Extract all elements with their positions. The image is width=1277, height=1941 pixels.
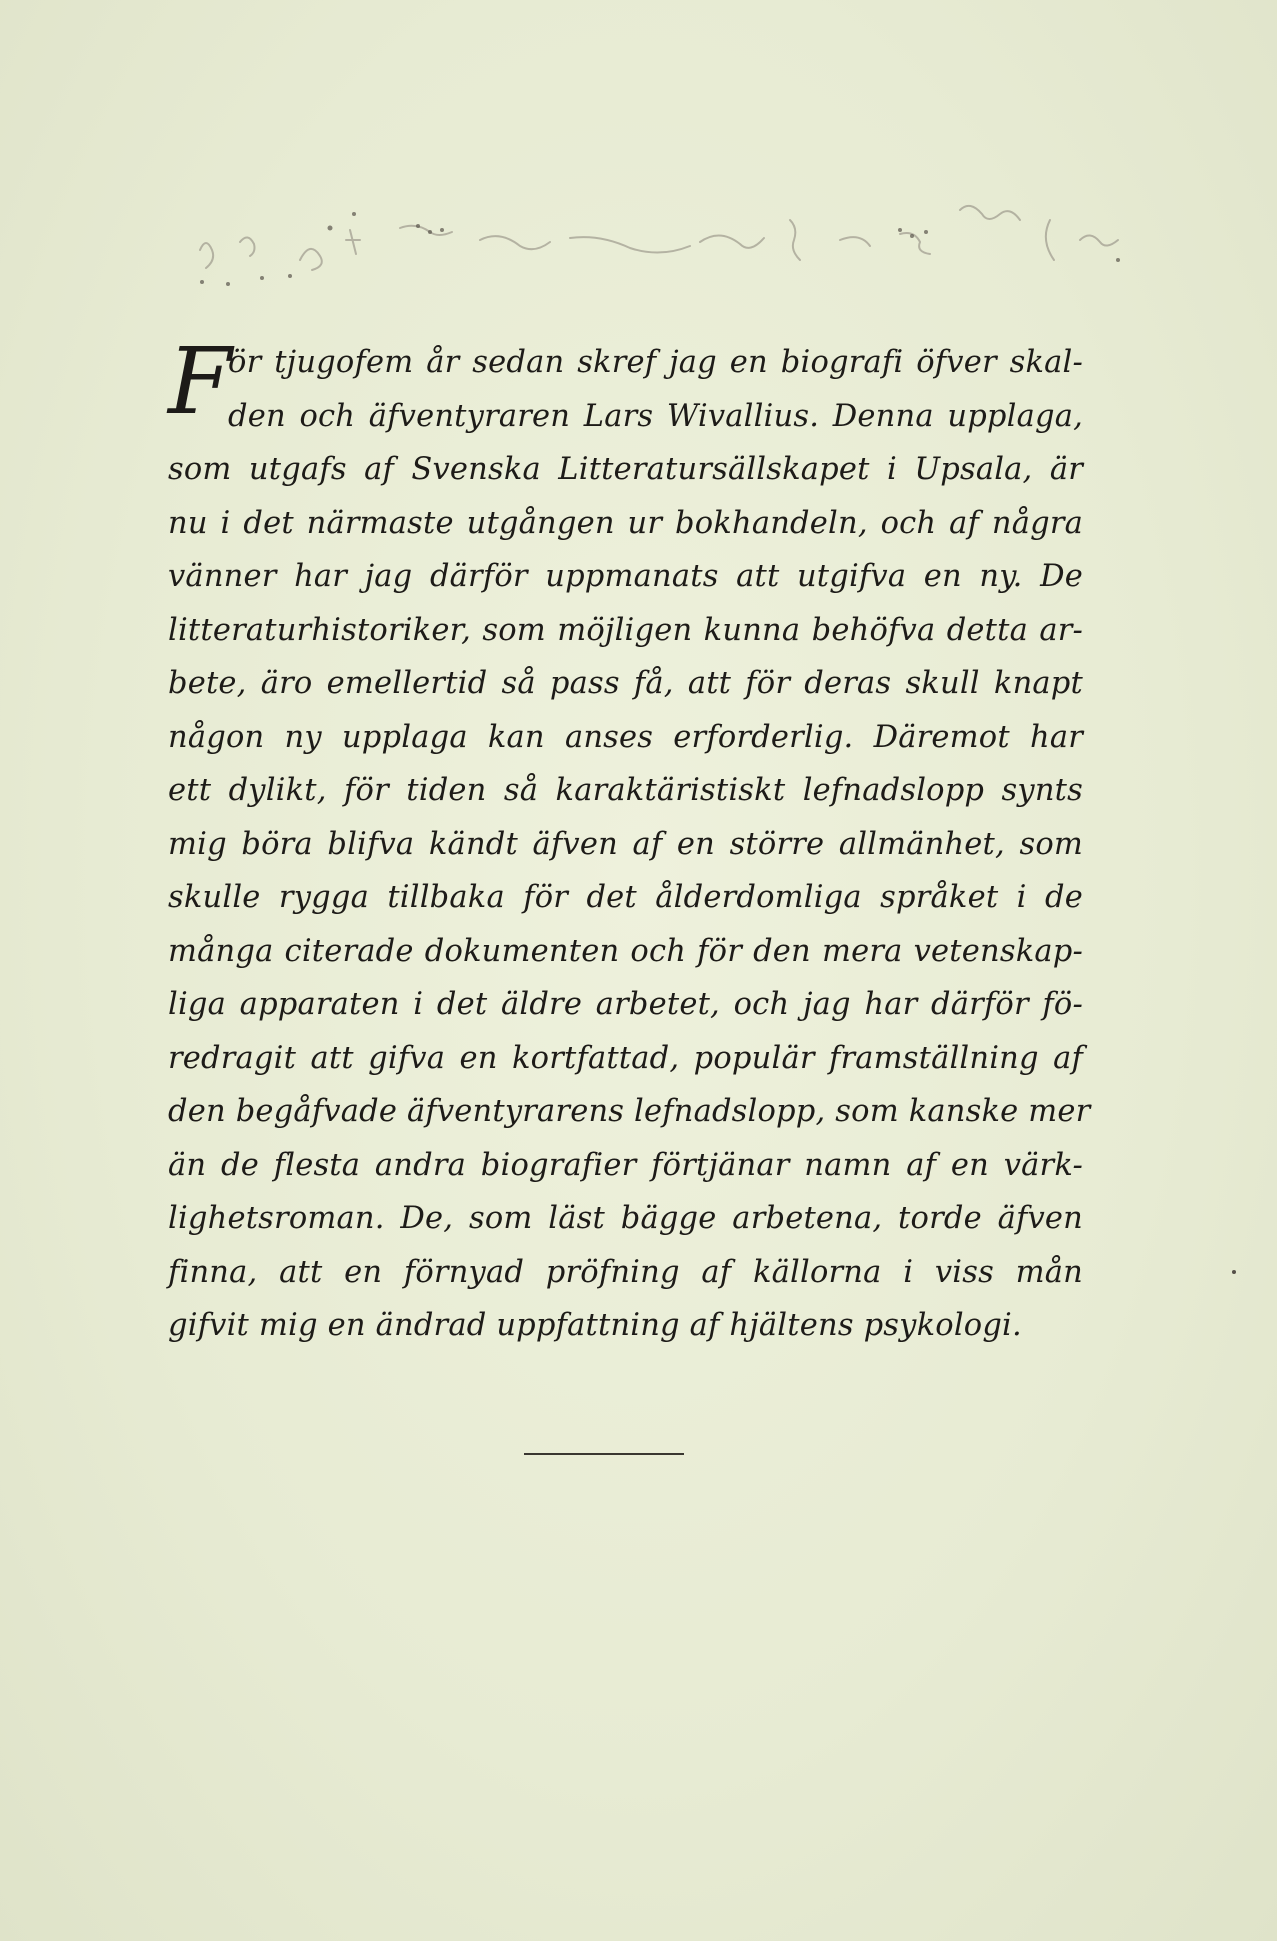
text-line: än de flesta andra biografier förtjänar namn af en värk- — [168, 1147, 1083, 1183]
paper-speck — [1232, 1270, 1236, 1274]
text-line: någon ny upplaga kan anses erforderlig. Däremot har — [168, 719, 1083, 755]
text-line: nu i det närmaste utgången ur bokhandeln, och af några — [168, 505, 1083, 541]
text-line: vänner har jag därför uppmanats att utgifva en ny. De — [168, 559, 1083, 594]
text-line: som utgafs af Svenska Litteratursällskapet i Upsala, är — [168, 452, 1083, 487]
text-line: gifvit mig en ändrad uppfattning af hjältens psykologi. — [168, 1308, 1022, 1343]
text-line: liga apparaten i det äldre arbetet, och jag har därför fö- — [168, 987, 1083, 1022]
text-line: mig böra blifva kändt äfven af en större allmänhet, som — [168, 826, 1083, 862]
text-line: många citerade dokumenten och för den mera vetenskap- — [168, 933, 1083, 969]
drop-cap: F — [168, 328, 232, 435]
text-line: finna, att en förnyad pröfning af källorna i viss mån — [168, 1254, 1083, 1290]
text-line: ör tjugofem år sedan skref jag en biografi öfver skal- — [228, 345, 1083, 380]
text-line: bete, äro emellertid så pass få, att för deras skull knapt — [168, 666, 1083, 701]
faded-handwritten-inscription — [180, 190, 1180, 320]
section-divider-rule — [524, 1453, 684, 1455]
text-line: skulle rygga tillbaka för det ålderdomliga språket i de — [168, 880, 1083, 915]
text-line: den och äfventyraren Lars Wivallius. Denna upplaga, — [228, 398, 1083, 434]
text-line: litteraturhistoriker, som möjligen kunna behöfva detta ar- — [168, 612, 1083, 648]
body-paragraph — [168, 328, 1091, 1353]
text-line: redragit att gifva en kortfattad, populär framställning af — [168, 1040, 1083, 1076]
text-line: den begåfvade äfventyrarens lefnadslopp, som kanske mer — [168, 1094, 1091, 1129]
text-line: lighetsroman. De, som läst bägge arbetena, torde äfven — [168, 1201, 1083, 1236]
text-line: ett dylikt, för tiden så karaktäristiskt lefnadslopp synts — [168, 773, 1083, 808]
